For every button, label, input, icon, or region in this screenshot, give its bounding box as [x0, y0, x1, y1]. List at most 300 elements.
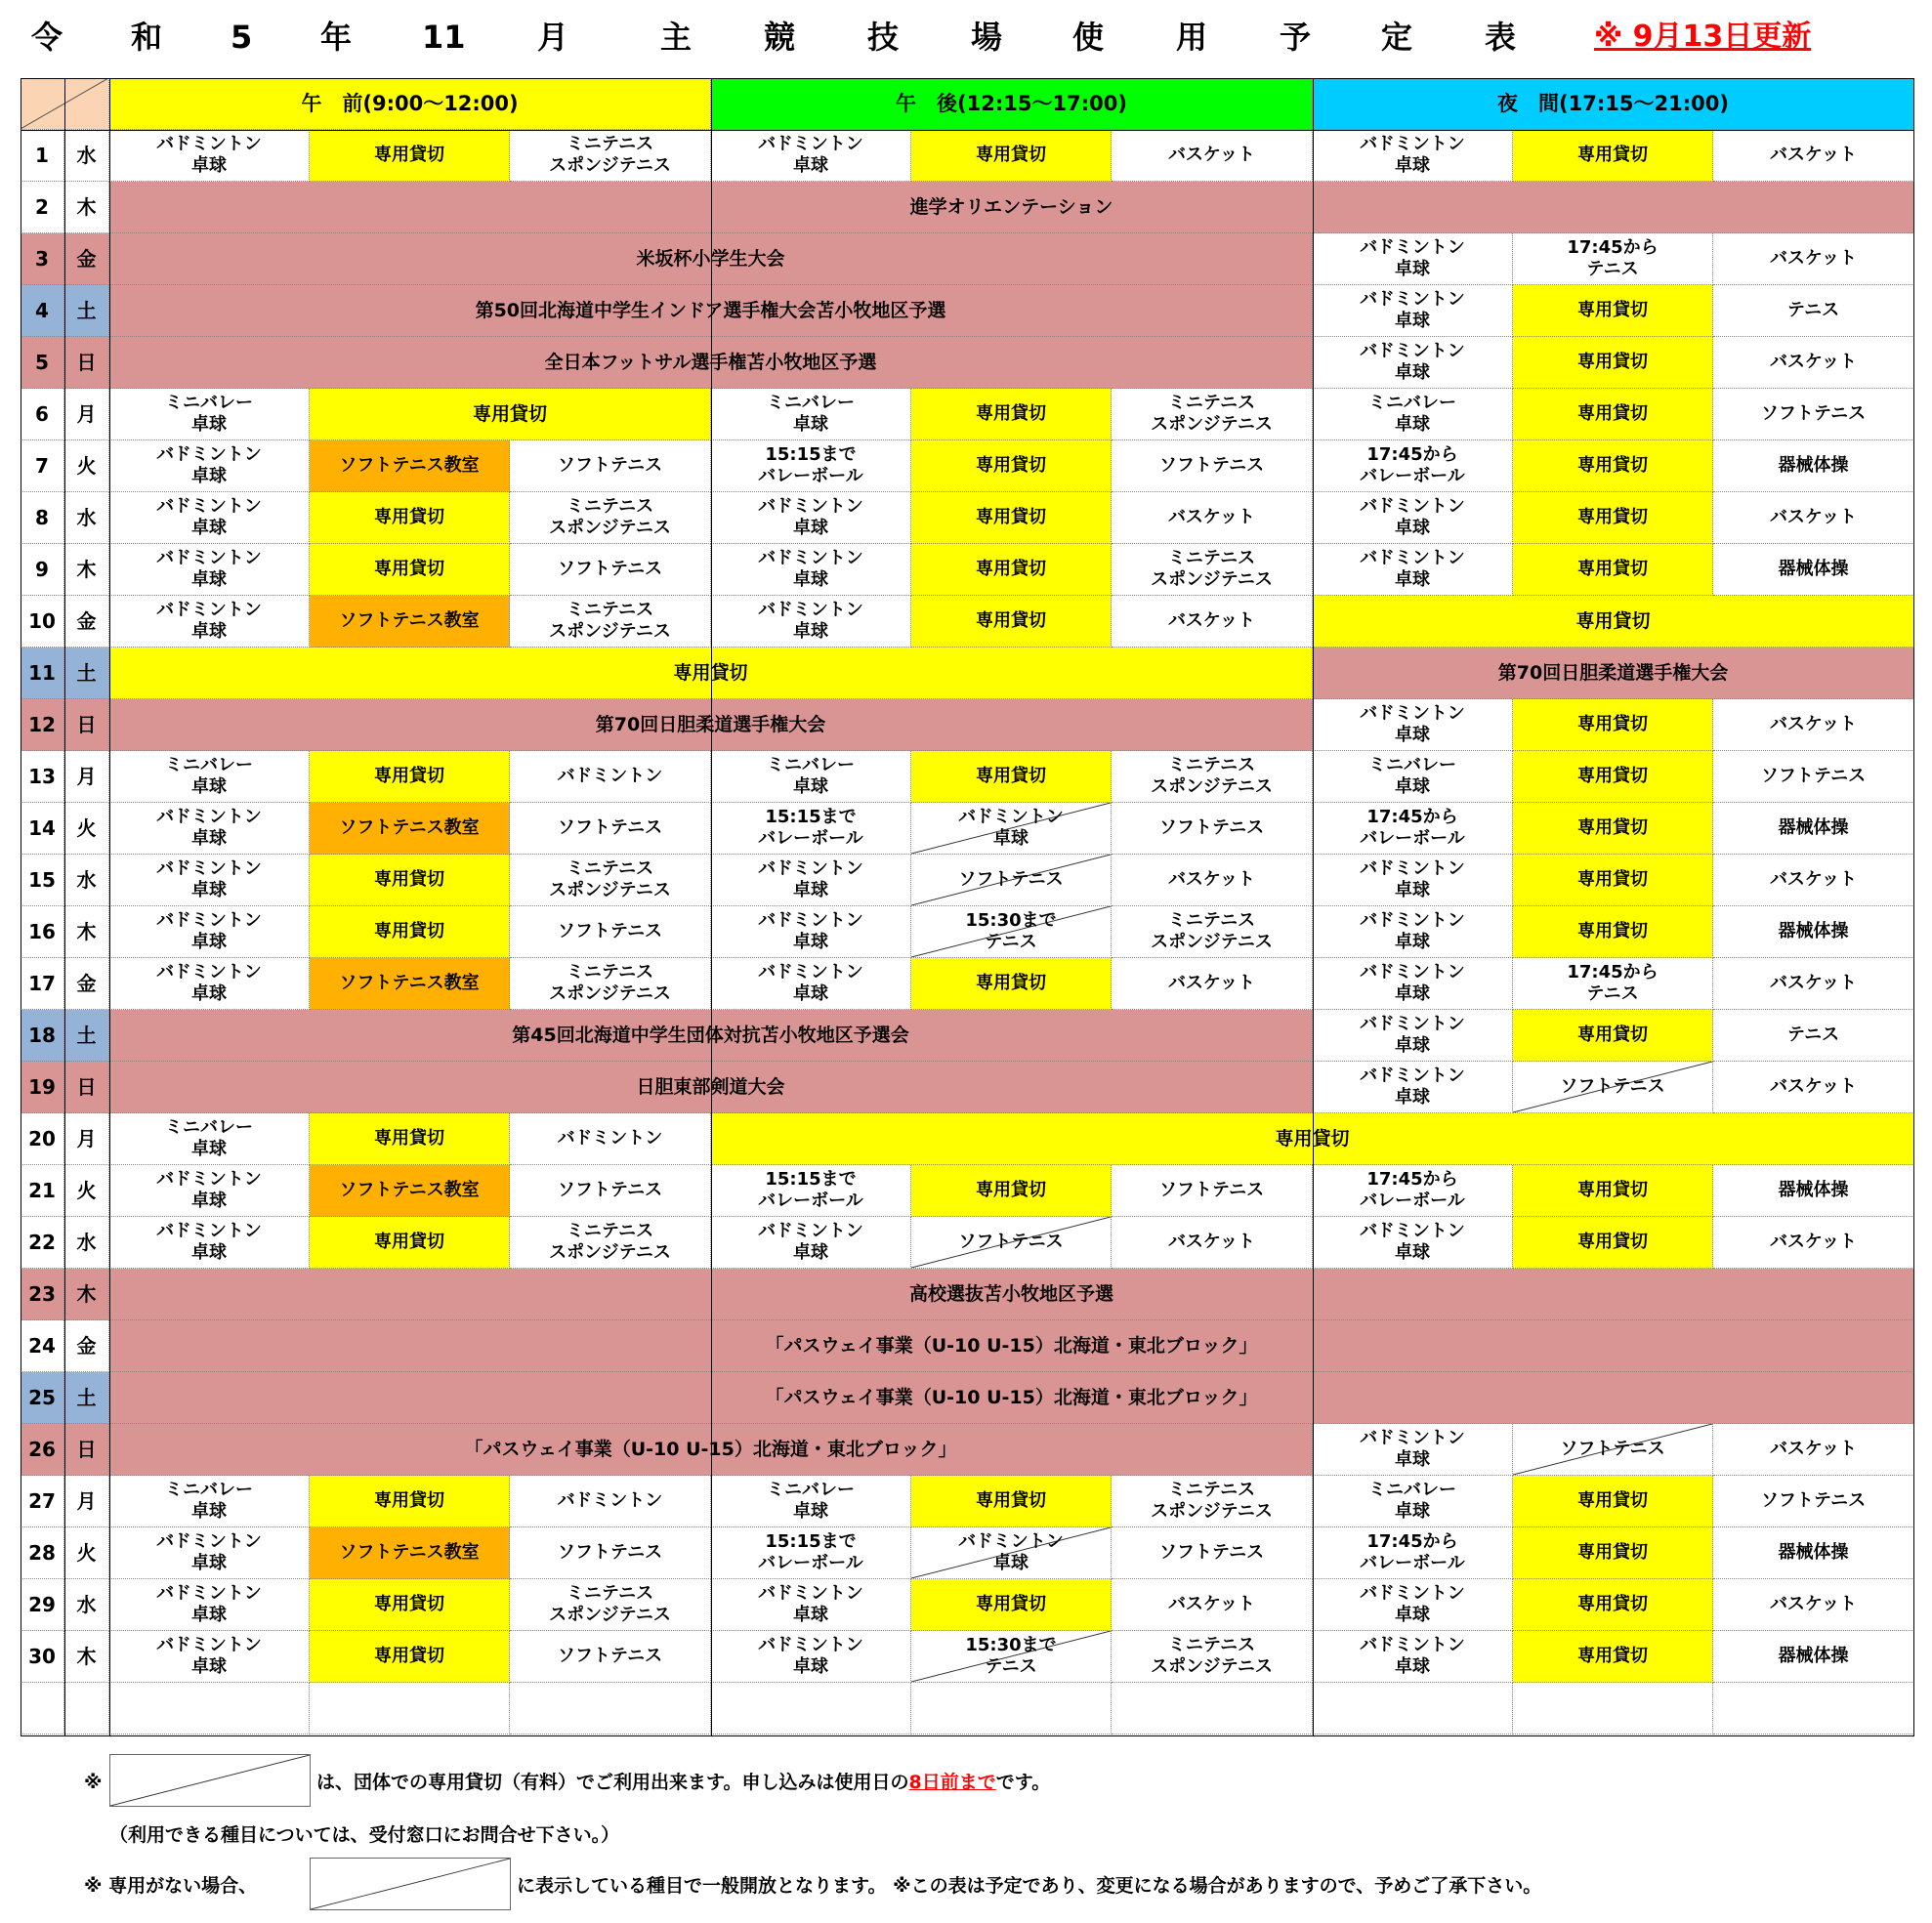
- cell-line: 卓球: [191, 1139, 227, 1159]
- cell-line: 器械体操: [1778, 1542, 1849, 1563]
- schedule-cell: [1112, 906, 1313, 958]
- cell-text: [1577, 455, 1648, 477]
- schedule-cell: [1513, 1010, 1713, 1062]
- cell-line: 「パスウェイ事業（U-10 U-15）北海道・東北ブロック」: [464, 1439, 957, 1460]
- weekday: 土: [64, 1372, 109, 1424]
- day-number: 30: [21, 1631, 64, 1683]
- schedule-cell: [1713, 544, 1914, 596]
- cell-text: [758, 548, 863, 591]
- cell-line: 専用貸切: [976, 145, 1046, 165]
- cell-text: [1151, 393, 1273, 436]
- cell-line: バドミントン: [156, 600, 262, 620]
- schedule-cell: [1313, 958, 1513, 1010]
- schedule-cell: [1513, 1476, 1713, 1527]
- cell-line: ソフトテニス: [1560, 1076, 1665, 1097]
- cell-line: 専用貸切: [976, 973, 1046, 993]
- weekday: 水: [64, 130, 109, 182]
- cell-line: ソフトテニス: [557, 559, 663, 579]
- cell-text: [673, 662, 747, 684]
- footer-note-1a: は、団体での専用貸切（有料）でご利用出来ます。申し込みは使用日の: [316, 1772, 909, 1793]
- cell-line: ミニテニス: [566, 1221, 654, 1241]
- cell-line: 専用貸切: [976, 1180, 1046, 1200]
- cell-text: [767, 393, 855, 436]
- schedule-cell: [1513, 285, 1713, 337]
- day-number: 6: [21, 389, 64, 440]
- corner-diagonal: [21, 78, 108, 129]
- schedule-cell: [1313, 648, 1914, 699]
- cell-line: 器械体操: [1778, 1646, 1849, 1666]
- cell-line: 卓球: [792, 880, 828, 900]
- cell-line: ミニテニス: [566, 600, 654, 620]
- schedule-cell: [1112, 1631, 1313, 1683]
- cell-line: 専用貸切: [1577, 1594, 1648, 1614]
- cell-line: 第45回北海道中学生団体対抗苫小牧地区予選会: [512, 1024, 909, 1046]
- cell-line: バドミントン: [156, 1531, 262, 1552]
- title-char: 技: [867, 19, 900, 56]
- cell-text: [1151, 1480, 1273, 1523]
- cell-text: [558, 766, 663, 787]
- cell-text: [965, 1635, 1056, 1678]
- schedule-cell: [1713, 1010, 1914, 1062]
- cell-line: バスケット: [1769, 869, 1858, 890]
- schedule-cell: [109, 751, 310, 803]
- schedule-cell: [1513, 1527, 1713, 1579]
- schedule-cell: [711, 544, 911, 596]
- cell-text: [1577, 300, 1648, 321]
- schedule-cell: [911, 440, 1112, 492]
- schedule-cell: [1112, 958, 1313, 1010]
- schedule-cell: [1313, 1010, 1513, 1062]
- cell-text: [558, 1646, 662, 1667]
- title-char: 予: [1280, 19, 1312, 56]
- schedule-cell: [310, 130, 510, 182]
- cell-line: 17:45から: [1366, 1531, 1458, 1552]
- cell-text: [339, 817, 479, 839]
- day-number: 7: [21, 440, 64, 492]
- cell-text: [1761, 403, 1866, 425]
- weekday: 金: [64, 1320, 109, 1372]
- cell-text: [374, 1594, 444, 1615]
- day-number: 5: [21, 337, 64, 389]
- cell-text: [1360, 703, 1465, 746]
- cell-text: [1159, 1542, 1264, 1564]
- day-number: 19: [21, 1062, 64, 1113]
- cell-line: バドミントン: [1360, 962, 1465, 982]
- cell-text: [976, 766, 1046, 787]
- cell-text: [156, 1635, 262, 1678]
- cell-line: 卓球: [1394, 932, 1430, 952]
- cell-line: スポンジテニス: [1151, 1501, 1273, 1522]
- cell-line: スポンジテニス: [549, 1605, 671, 1625]
- schedule-cell: [109, 544, 310, 596]
- weekday: 月: [64, 389, 109, 440]
- cell-text: [339, 455, 479, 477]
- schedule-cell: [1513, 906, 1713, 958]
- schedule-cell: [711, 1579, 911, 1631]
- reserved-slot: [1513, 1062, 1713, 1113]
- cell-line: バドミントン: [1360, 496, 1465, 517]
- cell-line: バスケット: [1769, 1439, 1858, 1459]
- schedule-cell: [310, 1113, 510, 1165]
- cell-line: バドミントン: [958, 1531, 1064, 1552]
- cell-line: 卓球: [792, 518, 828, 538]
- cell-line: バドミントン: [1360, 910, 1465, 931]
- weekday: 水: [64, 492, 109, 544]
- cell-line: バドミントン: [758, 858, 863, 879]
- cell-line: ソフトテニス: [557, 1646, 663, 1666]
- schedule-cell: [1513, 1631, 1713, 1683]
- schedule-cell: [711, 803, 911, 855]
- schedule-cell: [310, 1683, 510, 1735]
- day-number: 23: [21, 1269, 64, 1320]
- cell-line: バドミントン: [156, 1169, 262, 1190]
- cell-line: バドミントン: [758, 600, 863, 620]
- cell-line: バドミントン: [1360, 134, 1465, 154]
- day-number: 10: [21, 596, 64, 648]
- day-number: 11: [21, 648, 64, 699]
- cell-line: バスケット: [1769, 352, 1858, 372]
- footer-note-1: [316, 1771, 1050, 1794]
- cell-text: [374, 1646, 444, 1667]
- cell-line: 器械体操: [1778, 1180, 1849, 1200]
- cell-text: [1360, 548, 1465, 591]
- schedule-cell: [109, 1683, 310, 1735]
- cell-line: 専用貸切: [976, 766, 1046, 786]
- schedule-cell: [1112, 492, 1313, 544]
- schedule-cell: [109, 699, 1313, 751]
- schedule-cell: [109, 1424, 1313, 1476]
- schedule-cell: [911, 130, 1112, 182]
- schedule-cell: [911, 1476, 1112, 1527]
- cell-line: 専用貸切: [1577, 1024, 1648, 1045]
- cell-text: [549, 496, 671, 539]
- schedule-cell: [510, 544, 711, 596]
- cell-line: スポンジテニス: [1151, 569, 1273, 590]
- schedule-cell: [1713, 337, 1914, 389]
- schedule-cell: [1713, 1476, 1914, 1527]
- schedule-cell: [1513, 1217, 1713, 1269]
- cell-text: [1168, 145, 1255, 166]
- weekday: 金: [64, 233, 109, 285]
- schedule-cell: [109, 1010, 1313, 1062]
- cell-line: バドミントン: [557, 1128, 663, 1149]
- schedule-cell: [109, 1165, 310, 1217]
- schedule-cell: [1513, 337, 1713, 389]
- cell-line: バドミントン: [156, 1221, 262, 1241]
- cell-line: 「パスウェイ事業（U-10 U-15）北海道・東北ブロック」: [765, 1335, 1258, 1357]
- cell-text: [339, 973, 479, 994]
- cell-text: [1168, 1594, 1255, 1615]
- legend-diagonal-1: [110, 1755, 310, 1806]
- cell-line: ミニテニス: [1167, 548, 1256, 568]
- cell-line: バスケット: [1167, 869, 1256, 890]
- schedule-cell: [711, 1476, 911, 1527]
- cell-text: [910, 196, 1113, 218]
- cell-text: [1360, 1531, 1465, 1574]
- weekday: 土: [64, 285, 109, 337]
- day-number: 2: [21, 182, 64, 233]
- cell-text: [1779, 817, 1849, 839]
- cell-line: ミニテニス: [1167, 1635, 1256, 1655]
- cell-text: [1360, 134, 1465, 177]
- cell-line: 卓球: [793, 776, 828, 797]
- cell-line: 卓球: [190, 1191, 227, 1211]
- cell-line: 専用貸切: [976, 559, 1046, 579]
- schedule-cell: [1313, 1631, 1513, 1683]
- schedule-cell: [1513, 1579, 1713, 1631]
- footer-note-3b: に表示している種目で一般開放となります。 ※この表は予定であり、変更になる場合がありますので、予めご了承下さい。: [517, 1875, 1542, 1897]
- cell-line: 卓球: [992, 1553, 1029, 1573]
- cell-line: バスケット: [1769, 507, 1858, 527]
- cell-text: [766, 1387, 1258, 1408]
- cell-line: ミニバレー: [165, 393, 253, 413]
- title-char: 表: [1485, 19, 1517, 56]
- cell-line: スポンジテニス: [1151, 1656, 1273, 1677]
- weekday: 火: [64, 803, 109, 855]
- cell-text: [1779, 559, 1849, 580]
- schedule-cell: [1313, 803, 1513, 855]
- cell-text: [767, 1480, 855, 1523]
- schedule-cell: [510, 130, 711, 182]
- day-number: 25: [21, 1372, 64, 1424]
- schedule-cell: [1112, 1683, 1313, 1735]
- cell-line: 第70回日胆柔道選手権大会: [595, 714, 826, 735]
- cell-text: [558, 921, 662, 942]
- schedule-cell: [711, 958, 911, 1010]
- cell-text: [958, 1232, 1063, 1253]
- cell-text: [758, 1169, 863, 1212]
- cell-text: [1577, 869, 1648, 891]
- day-number: 12: [21, 699, 64, 751]
- cell-line: 専用貸切: [1577, 869, 1648, 890]
- cell-line: スポンジテニス: [549, 621, 671, 642]
- weekday: 水: [64, 1217, 109, 1269]
- cell-text: [1770, 714, 1857, 735]
- cell-text: [1577, 1490, 1648, 1512]
- title-char: 場: [971, 19, 1003, 56]
- cell-text: [1577, 921, 1648, 942]
- cell-text: [758, 496, 863, 539]
- footer-notes: [0, 1738, 1932, 1923]
- schedule-cell: [1713, 855, 1914, 906]
- cell-text: [374, 1490, 444, 1512]
- schedule-cell: [1713, 803, 1914, 855]
- cell-line: 専用貸切: [673, 662, 748, 684]
- cell-text: [1159, 817, 1264, 839]
- schedule-cell: [1313, 233, 1513, 285]
- schedule-cell: [1313, 906, 1513, 958]
- weekday: [64, 1683, 109, 1735]
- day-number: 28: [21, 1527, 64, 1579]
- cell-text: [1577, 714, 1648, 735]
- day-number: 4: [21, 285, 64, 337]
- weekday: 木: [64, 906, 109, 958]
- cell-text: [1360, 289, 1465, 332]
- cell-text: [549, 134, 671, 177]
- cell-text: [958, 869, 1063, 891]
- cell-text: [976, 973, 1046, 994]
- schedule-cell: [1713, 1217, 1914, 1269]
- cell-text: [1360, 237, 1465, 280]
- cell-text: [1567, 237, 1658, 280]
- cell-line: ミニテニス: [566, 1583, 654, 1604]
- cell-line: 専用貸切: [976, 1490, 1046, 1511]
- day-number: 22: [21, 1217, 64, 1269]
- cell-text: [374, 145, 444, 166]
- cell-text: [758, 444, 863, 487]
- schedule-cell: [1713, 1631, 1914, 1683]
- schedule-cell: [1713, 233, 1914, 285]
- cell-line: 卓球: [1394, 518, 1430, 538]
- cell-line: テニス: [1786, 300, 1840, 320]
- schedule-cell: [1313, 1424, 1513, 1476]
- cell-text: [465, 1439, 957, 1460]
- cell-text: [958, 807, 1064, 850]
- cell-line: ミニバレー: [1368, 755, 1456, 775]
- cell-line: 卓球: [1394, 1605, 1430, 1625]
- schedule-cell: [510, 751, 711, 803]
- day-number: 20: [21, 1113, 64, 1165]
- weekday: 日: [64, 1424, 109, 1476]
- schedule-cell: [109, 803, 310, 855]
- cell-line: バドミントン: [758, 1635, 863, 1655]
- cell-text: [1779, 921, 1849, 942]
- cell-line: バドミントン: [1360, 1014, 1465, 1034]
- weekday: 水: [64, 855, 109, 906]
- schedule-cell: [1713, 492, 1914, 544]
- schedule-cell: [1313, 1165, 1513, 1217]
- reserved-slot: [911, 803, 1112, 855]
- schedule-cell: [1112, 1217, 1313, 1269]
- cell-line: バレーボール: [758, 1553, 863, 1573]
- schedule-cell: [1713, 751, 1914, 803]
- cell-line: 卓球: [1394, 1242, 1430, 1263]
- weekday: 日: [64, 1062, 109, 1113]
- cell-line: バドミントン: [156, 1635, 262, 1655]
- cell-text: [558, 559, 662, 580]
- cell-text: [758, 910, 863, 953]
- cell-line: バスケット: [1769, 714, 1858, 734]
- corner-cell: [21, 78, 109, 130]
- cell-text: [1779, 1646, 1849, 1667]
- cell-text: [545, 352, 877, 373]
- cell-text: [1498, 662, 1728, 684]
- weekday: 火: [64, 1165, 109, 1217]
- schedule-cell: [510, 1579, 711, 1631]
- cell-line: バドミントン: [758, 548, 863, 568]
- cell-text: [374, 559, 444, 580]
- cell-line: 専用貸切: [1577, 766, 1648, 786]
- cell-line: ソフトテニス: [958, 869, 1064, 890]
- schedule-cell: [109, 1631, 310, 1683]
- cell-line: 専用貸切: [1275, 1128, 1350, 1150]
- day-number: 14: [21, 803, 64, 855]
- cell-text: [758, 807, 863, 850]
- cell-line: 15:15まで: [765, 1531, 857, 1552]
- schedule-cell: [1713, 1527, 1914, 1579]
- cell-line: バスケット: [1769, 1232, 1858, 1252]
- cell-text: [1360, 962, 1465, 1005]
- legend-box-1: [109, 1754, 311, 1807]
- schedule-cell: [310, 492, 510, 544]
- schedule-cell: [1713, 285, 1914, 337]
- weekday: 木: [64, 1269, 109, 1320]
- cell-line: バドミントン: [156, 1583, 262, 1604]
- cell-line: テニス: [985, 932, 1037, 952]
- cell-line: 専用貸切: [1575, 610, 1651, 632]
- update-notice: ※ 9月13日更新: [1594, 20, 1812, 54]
- cell-line: 専用貸切: [1577, 1646, 1648, 1666]
- schedule-cell: [109, 182, 1914, 233]
- cell-line: ミニテニス: [566, 962, 654, 982]
- day-number: 21: [21, 1165, 64, 1217]
- cell-line: 卓球: [1395, 776, 1430, 797]
- cell-line: バドミントン: [1360, 237, 1465, 258]
- cell-text: [1360, 1583, 1465, 1626]
- cell-line: 専用貸切: [1577, 300, 1648, 320]
- cell-line: 卓球: [792, 983, 828, 1004]
- footer-note-2: （利用できる種目については、受付窓口にお問合せ下さい。）: [109, 1824, 620, 1846]
- cell-line: ミニバレー: [165, 755, 253, 775]
- cell-text: [156, 1221, 262, 1264]
- schedule-cell: [109, 130, 310, 182]
- schedule-cell: [109, 492, 310, 544]
- cell-line: ソフトテニス: [557, 1180, 663, 1200]
- schedule-cell: [1112, 1476, 1313, 1527]
- cell-line: 卓球: [792, 1242, 828, 1263]
- schedule-cell: [1513, 440, 1713, 492]
- cell-line: スポンジテニス: [1151, 414, 1273, 435]
- schedule-cell: [911, 1683, 1112, 1735]
- weekday: 木: [64, 544, 109, 596]
- schedule-cell: [109, 855, 310, 906]
- schedule-cell: [1112, 440, 1313, 492]
- schedule-cell: [310, 803, 510, 855]
- cell-text: [1368, 1480, 1456, 1523]
- schedule-cell: [510, 1217, 711, 1269]
- cell-line: 器械体操: [1778, 559, 1849, 579]
- cell-text: [558, 1542, 662, 1564]
- cell-text: [1577, 1232, 1648, 1253]
- cell-text: [758, 858, 863, 901]
- cell-line: 器械体操: [1778, 455, 1849, 476]
- schedule-cell: [711, 1165, 911, 1217]
- cell-line: 卓球: [190, 880, 227, 900]
- cell-line: 米坂杯小学生大会: [636, 248, 785, 270]
- day-number: 3: [21, 233, 64, 285]
- schedule-cell: [1313, 1579, 1513, 1631]
- cell-line: 専用貸切: [374, 1232, 444, 1252]
- cell-text: [976, 559, 1046, 580]
- cell-text: [156, 1583, 262, 1626]
- schedule-cell: [310, 1527, 510, 1579]
- day-number: 27: [21, 1476, 64, 1527]
- schedule-cell: [1713, 699, 1914, 751]
- cell-line: 卓球: [190, 518, 227, 538]
- cell-text: [512, 1024, 908, 1046]
- cell-text: [1560, 1076, 1664, 1098]
- weekday: 火: [64, 1527, 109, 1579]
- title-char: 5: [231, 19, 253, 56]
- schedule-cell: [510, 1683, 711, 1735]
- schedule-cell: [711, 855, 911, 906]
- cell-text: [1360, 910, 1465, 953]
- schedule-cell: [911, 544, 1112, 596]
- cell-text: [1360, 341, 1465, 384]
- cell-line: 卓球: [190, 1553, 227, 1573]
- schedule-cell: [911, 751, 1112, 803]
- schedule-cell: [1313, 699, 1513, 751]
